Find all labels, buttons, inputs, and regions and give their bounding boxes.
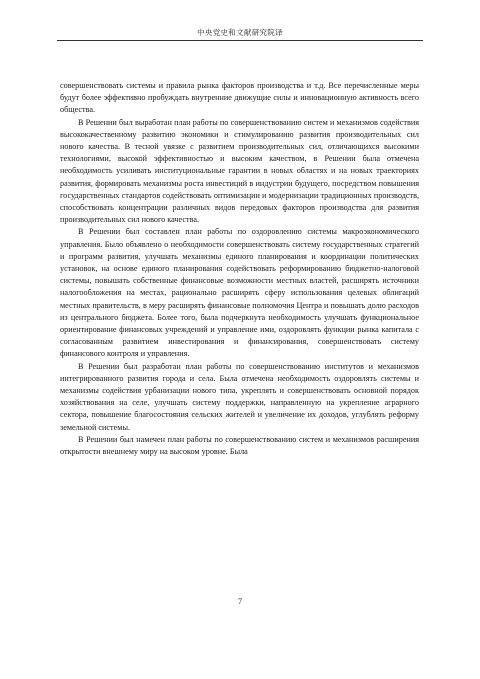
- page-number: 7: [238, 597, 242, 606]
- paragraph-2: В Решении был выработан план работы по совершенствованию систем и механизмов содействия высококачественному развитию экономики и стимулированию развития производительных сил нового качества. В тесной увязке с развитием производительных сил, отличающихся высокими технологиями, высокой эффективностью и высоким качеством, в Решении была отмечена необходимость усиливать институциональные гарантии в новых областях и на новых траекториях развития, формировать механизмы роста инвестиций в индустрии будущего, посредством повышения государственных стандартов содействовать оптимизации и модернизации традиционных производств, способствовать концентрации различных видов передовых факторов производства для развития производительных сил нового качества.: [60, 117, 419, 225]
- paragraph-1: совершенствовать системы и правила рынка факторов производства и т.д. Все перечисленные меры будут более эффективно пробуждать внутренние движущие силы и инновационную активность всего общества.: [60, 81, 419, 115]
- paragraph-4: В Решении был разработан план работы по совершенствованию институтов и механизмов интегрированного развития города и села. Была отмечена необходимость оздоровлять системы и механизмы содействия урбанизации нового типа, укреплять и совершенствовать основной порядок хозяйствования на селе, улучшать систему поддержки, направленную на укрепление аграрного сектора, повышение благосостояния сельских жителей и увеличение их доходов, углублять реформу земельной системы.: [60, 361, 419, 432]
- paragraph-3: В Решении был составлен план работы по оздоровлению системы макроэкономического управления. Было объявлено о необходимости совершенствовать систему государственных стратегий и программ развития, улучшать механизмы единого планирования и координации политических установок, на основе единого планирования содействовать реформированию бюджетно-налоговой системы, повышать собственные финансовые возможности местных властей, расширять источники налогообложения на местах, рационально расширять сферу использования целевых облигаций местных правительств, в меру расширять финансовые полномочия Центра и повышать долю расходов из центрального бюджета. Более того, была подчеркнута необходимость улучшать функциональное ориентирование финансовых учреждений и управление ими, оздоровлять функции рынка капитала с согласованным развитием инвестирования и финансирования, совершенствовать систему финансового контроля и управления.: [60, 227, 419, 359]
- page-header: 中央党史和文献研究院译: [197, 28, 283, 37]
- paragraph-5: В Решении был намечен план работы по совершенствованию систем и механизмов расширения открытости внешнему миру на высоком уровне. Была: [60, 434, 419, 457]
- header-rule: [57, 40, 423, 41]
- body-text: [60, 80, 419, 458]
